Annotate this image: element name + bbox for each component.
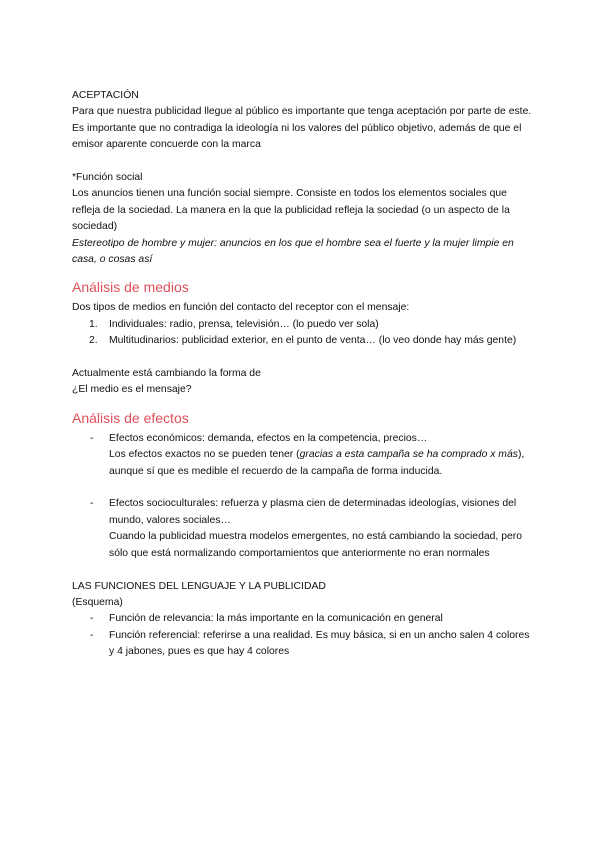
analisis-medios-note: Actualmente está cambiando la forma de bbox=[72, 368, 261, 380]
list-item bbox=[72, 333, 532, 349]
list-marker: - bbox=[90, 613, 94, 625]
analisis-medios-intro: Dos tipos de medios en función del contacto del receptor con el mensaje: bbox=[72, 302, 410, 314]
list-item bbox=[72, 628, 532, 661]
list-marker: 1. bbox=[89, 318, 98, 330]
analisis-medios-heading: Análisis de medios bbox=[72, 279, 189, 296]
list-item-continuation bbox=[109, 449, 524, 476]
list-marker: - bbox=[90, 498, 94, 510]
list-item-text: Multitudinarios: publicidad exterior, en el punto de venta… (lo veo donde hay más gente) bbox=[109, 335, 517, 347]
funcion-social-paragraph: Los anuncios tienen una función social siempre. Consiste en todos los elementos sociales que refleja de la sociedad. La manera en la que la publicidad refleja la sociedad (o un aspecto de la sociedad) bbox=[72, 188, 510, 233]
aceptacion-paragraph-2: Es importante que no contradiga la ideología ni los valores del público objetivo, además de que el emisor aparente concuerde con la marca bbox=[72, 122, 522, 151]
spacer bbox=[72, 562, 532, 578]
aceptacion-title: ACEPTACIÓN bbox=[72, 90, 139, 101]
aceptacion-paragraph-1: Para que nuestra publicidad llegue al público es importante que tenga aceptación por parte de este. bbox=[72, 106, 532, 118]
analisis-medios-question: ¿El medio es el mensaje? bbox=[72, 384, 192, 396]
list-item-continuation: Cuando la publicidad muestra modelos emergentes, no está cambiando la sociedad, pero sólo que está normalizando comportamientos que anteriormente no eran normales bbox=[109, 531, 522, 559]
funcion-social-title: *Función social bbox=[72, 172, 143, 184]
continuation-italic: gracias a esta campaña se ha comprado x más bbox=[299, 449, 518, 461]
list-item bbox=[72, 496, 532, 562]
funciones-subtitle: (Esquema) bbox=[72, 596, 123, 608]
spacer bbox=[72, 154, 532, 170]
efectos-list-2 bbox=[72, 496, 532, 562]
list-item bbox=[72, 317, 532, 333]
list-item bbox=[72, 611, 532, 627]
list-item-text: Función referencial: referirse a una realidad. Es muy básica, si en un ancho salen 4 colores y 4 jabones, pues es que hay 4 colores bbox=[109, 629, 530, 658]
efectos-list bbox=[72, 431, 532, 480]
funcion-social-example: Estereotipo de hombre y mujer: anuncios en los que el hombre sea el fuerte y la mujer limpie en casa, o cosas así bbox=[72, 237, 514, 266]
medios-list bbox=[72, 317, 532, 350]
funciones-list bbox=[72, 611, 532, 660]
list-marker: - bbox=[90, 432, 94, 444]
list-item-text: Efectos económicos: demanda, efectos en la competencia, precios… bbox=[109, 432, 428, 444]
list-marker: 2. bbox=[89, 335, 98, 347]
funciones-title: LAS FUNCIONES DEL LENGUAJE Y LA PUBLICIDAD bbox=[72, 580, 326, 592]
document-page bbox=[72, 88, 532, 661]
continuation-text: ), aunque sí que es medible el recuerdo de la campaña de forma inducida. bbox=[109, 449, 525, 477]
spacer bbox=[72, 480, 532, 496]
list-item-text: Función de relevancia: la más importante en la comunicación en general bbox=[109, 613, 443, 625]
list-item-text: Individuales: radio, prensa, televisión… (lo puedo ver sola) bbox=[109, 318, 379, 330]
analisis-efectos-heading: Análisis de efectos bbox=[72, 409, 189, 426]
list-item bbox=[72, 431, 532, 480]
list-marker: - bbox=[90, 629, 94, 641]
list-item-text: Efectos socioculturales: refuerza y plasma cien de determinadas ideologías, visiones del mundo, valores sociales… bbox=[109, 498, 517, 526]
continuation-text: Los efectos exactos no se pueden tener ( bbox=[109, 449, 300, 461]
spacer bbox=[72, 350, 532, 366]
